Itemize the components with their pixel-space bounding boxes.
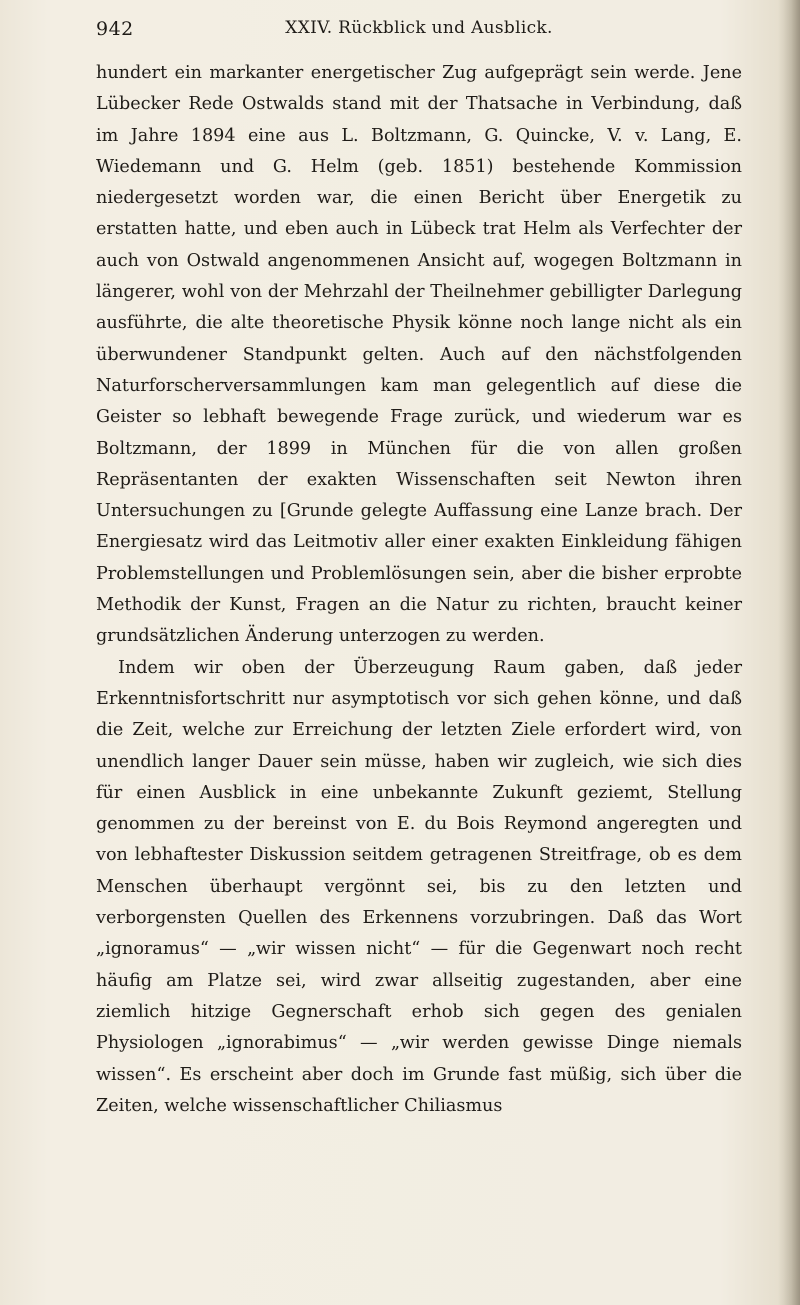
- running-head: XXIV. Rückblick und Ausblick.: [285, 18, 553, 38]
- paragraph-2: Indem wir oben der Überzeugung Raum gaben, daß jeder Erkenntnisfortschritt nur asymptotisch vor sich gehen könne, und daß die Zeit, welche zur Erreichung der letzten Ziele erfordert wird, von unendlich langer Dauer sein müsse, haben wir zugleich, wie sich dies für einen Ausblick in eine unbekannte Zukunft geziemt, Stellung genommen zu der bereinst von E. du Bois Reymond angeregten und von lebhaftester Diskussion seitdem getragenen Streitfrage, ob es dem Menschen überhaupt vergönnt sei, bis zu den letzten und verborgensten Quellen des Erkennens vorzubringen. Daß das Wort „ignoramus“ — „wir wissen nicht“ — für die Gegenwart noch recht häufig am Platze sei, wird zwar allseitig zugestanden, aber eine ziemlich hitzige Gegnerschaft erhob sich gegen des genialen Physiologen „ignorabimus“ — „wir werden gewisse Dinge niemals wissen“. Es erscheint aber doch im Grunde fast müßig, sich über die Zeiten, welche wissenschaftlicher Chiliasmus: [96, 657, 742, 1116]
- page-header: [96, 18, 742, 48]
- page-number: 942: [96, 18, 134, 40]
- paragraph-1: hundert ein markanter energetischer Zug aufgeprägt sein werde. Jene Lübecker Rede Ostwalds stand mit der Thatsache in Verbindung, daß im Jahre 1894 eine aus L. Boltzmann, G. Quincke, V. v. Lang, E. Wiedemann und G. Helm (geb. 1851) bestehende Kommission niedergesetzt worden war, die einen Bericht über Energetik zu erstatten hatte, und eben auch in Lübeck trat Helm als Verfechter der auch von Ostwald angenommenen Ansicht auf, wogegen Boltzmann in längerer, wohl von der Mehrzahl der Theilnehmer gebilligter Darlegung ausführte, die alte theoretische Physik könne noch lange nicht als ein überwundener Standpunkt gelten. Auch auf den nächstfolgenden Naturforscherversammlungen kam man gelegentlich auf diese die Geister so lebhaft bewegende Frage zurück, und wiederum war es Boltzmann, der 1899 in München für die von allen großen Repräsentanten der exakten Wissenschaften seit Newton ihren Untersuchungen zu [Grunde gelegte Auffassung eine Lanze brach. Der Energiesatz wird das Leitmotiv aller einer exakten Einkleidung fähigen Problemstellungen und Problemlösungen sein, aber die bisher erprobte Methodik der Kunst, Fragen an die Natur zu richten, braucht keiner grundsätzlichen Änderung unterzogen zu werden.: [96, 63, 742, 647]
- page-edge-shadow: [778, 0, 800, 1305]
- body-text: [96, 58, 742, 1122]
